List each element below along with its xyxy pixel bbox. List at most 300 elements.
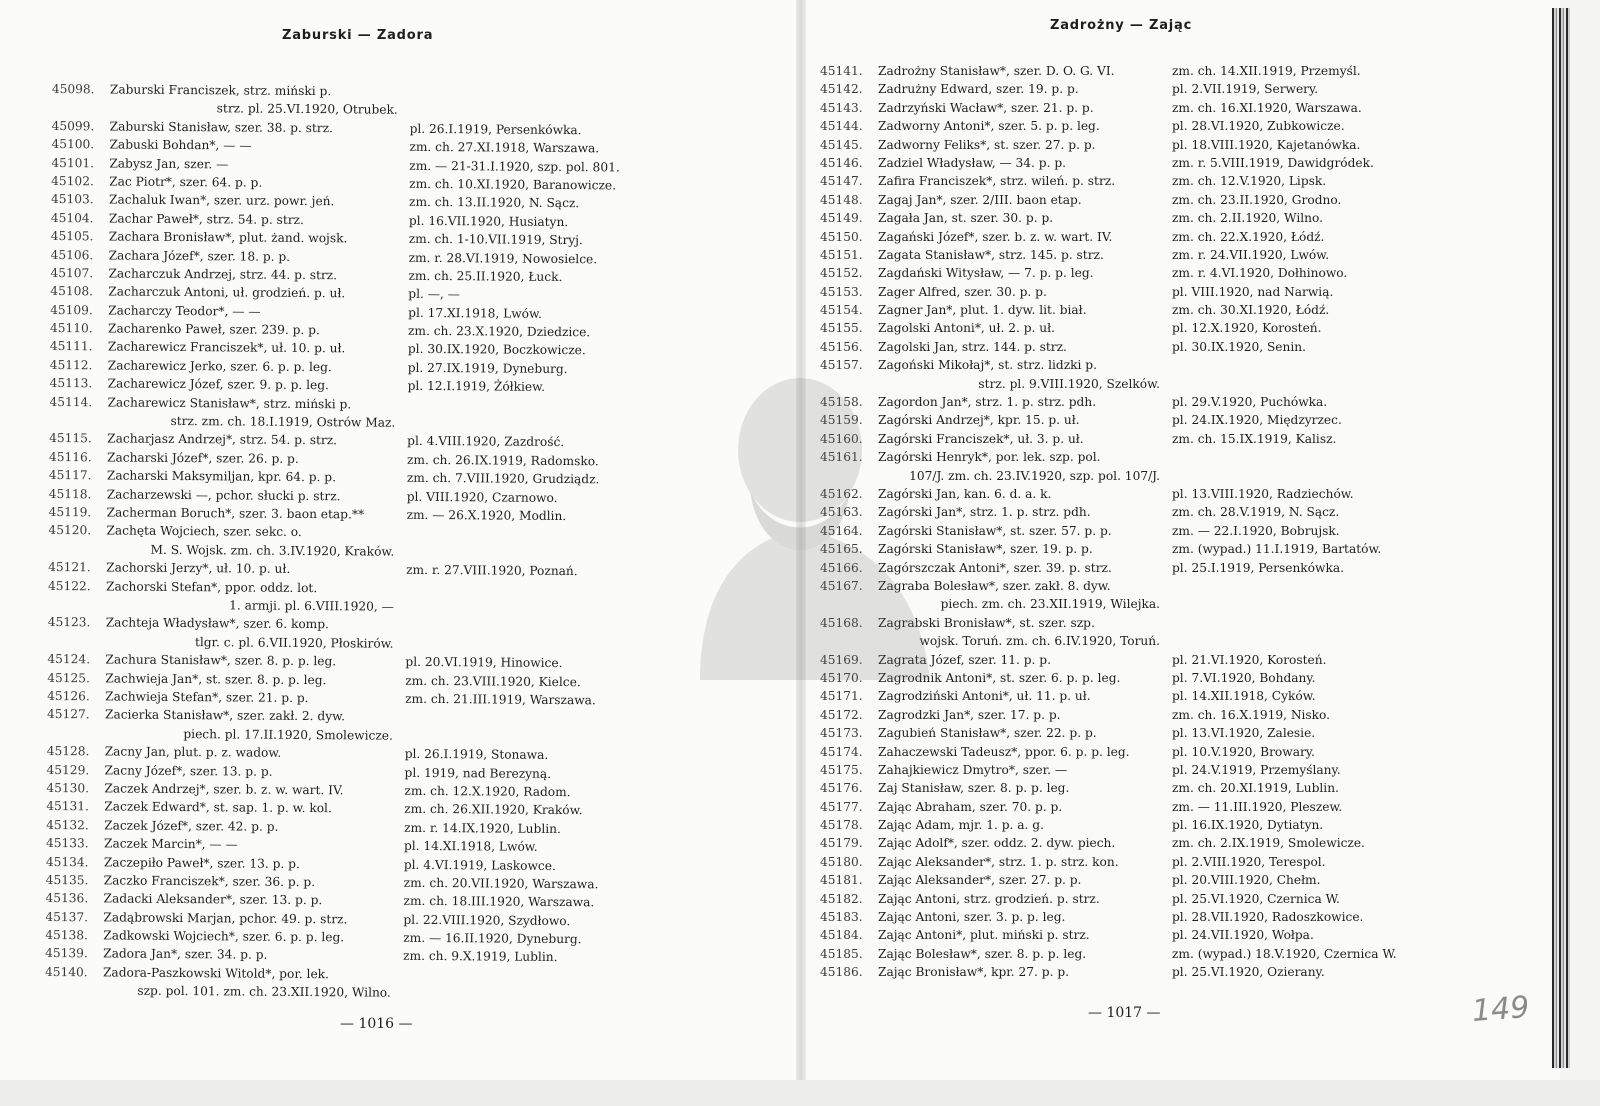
entry-name-unit: Zagrata Józef, szer. 11. p. p. — [878, 652, 1051, 667]
entry-number: 45159. — [820, 413, 863, 428]
entry-continuation: 107/J. zm. ch. 23.IV.1920, szp. pol. 107/J. — [909, 468, 1160, 483]
register-entry — [820, 687, 1470, 705]
entry-number: 45178. — [820, 818, 863, 833]
entry-continuation: piech. zm. ch. 23.XII.1919, Wilejka. — [940, 597, 1160, 612]
entry-number: 45122. — [47, 578, 91, 593]
entry-name-unit: Zagaj Jan*, szer. 2/III. baon etap. — [878, 192, 1082, 207]
entry-number: 45163. — [820, 505, 863, 520]
entry-name-unit: Zacharzewski —, pchor. słucki p. strz. — [106, 487, 341, 503]
register-entry — [820, 522, 1470, 540]
register-entry — [820, 485, 1470, 503]
entry-fate: pl. 24.IX.1920, Międzyrzec. — [1172, 413, 1342, 428]
entry-name-unit: Zadrzyński Wacław*, szer. 21. p. p. — [878, 100, 1094, 115]
entry-name-unit: Zagórski Stanisław*, szer. 19. p. p. — [878, 542, 1093, 557]
entry-number: 45098. — [51, 81, 95, 97]
entry-fate: zm. ch. 28.V.1919, N. Sącz. — [1172, 505, 1340, 520]
entry-fate: pl. 20.VI.1919, Hinowice. — [405, 654, 563, 671]
entry-fate: pl. 12.I.1919, Żółkiew. — [407, 379, 546, 395]
entry-number: 45113. — [49, 376, 93, 391]
entry-fate: zm. ch. 14.XII.1919, Przemyśl. — [1172, 64, 1361, 78]
left-page-header: Zaburski — Zadora — [282, 28, 434, 43]
register-entry — [820, 99, 1470, 117]
entry-fate: zm. ch. 30.XI.1920, Łódź. — [1172, 303, 1330, 318]
entry-number: 45150. — [820, 229, 863, 244]
register-entry — [820, 890, 1470, 908]
entry-number: 45108. — [50, 284, 94, 299]
entry-number: 45168. — [820, 615, 863, 630]
entry-name-unit: Zając Abraham, szer. 70. p. p. — [878, 799, 1063, 814]
entry-number: 45110. — [49, 321, 93, 336]
entry-name-unit: Zaczek Marcin*, — — — [103, 836, 238, 852]
entry-number: 45139. — [45, 946, 88, 961]
entry-name-unit: Zacharenko Paweł, szer. 239. p. p. — [107, 321, 320, 338]
entry-name-unit: Zadziel Władysław, — 34. p. p. — [878, 155, 1067, 170]
register-entry — [47, 705, 657, 747]
entry-number: 45180. — [820, 854, 863, 869]
entry-fate: zm. ch. 20.VII.1920, Warszawa. — [403, 875, 599, 892]
entry-name-unit: Zagordon Jan*, strz. 1. p. strz. pdh. — [878, 395, 1097, 410]
entry-name-unit: Zając Antoni, szer. 3. p. p. leg. — [878, 910, 1066, 925]
entry-number: 45133. — [45, 836, 89, 851]
entry-fate: pl. 14.XI.1918, Lwów. — [403, 838, 538, 854]
register-entry — [820, 577, 1470, 614]
entry-name-unit: Zachorski Jerzy*, uł. 10. p. uł. — [106, 560, 291, 577]
entry-fate: pl. 24.V.1919, Przemyślany. — [1172, 762, 1341, 777]
entry-name-unit: Zachwieja Stefan*, szer. 21. p. p. — [105, 689, 309, 706]
register-entry — [820, 761, 1470, 779]
entry-number: 45184. — [820, 928, 863, 943]
entry-name-unit: Zachęta Wojciech, szer. sekc. o. — [106, 523, 302, 540]
entry-fate: pl. 26.I.1919, Stonawa. — [404, 746, 549, 763]
entry-number: 45161. — [820, 450, 863, 465]
entry-fate: pl. VIII.1920, Czarnowo. — [406, 489, 558, 505]
register-entry — [820, 614, 1470, 651]
entry-fate: pl. VIII.1920, nad Narwią. — [1172, 284, 1334, 299]
right-entry-list — [820, 62, 1470, 982]
entry-name-unit: Zając Antoni*, plut. miński p. strz. — [878, 928, 1090, 943]
entry-name-unit: Zaburski Franciszek, strz. miński p. — [109, 82, 332, 99]
entry-name-unit: Zachaluk Iwan*, szer. urz. powr. jeń. — [109, 192, 335, 209]
entry-fate: zm. ch. 16.XI.1920, Warszawa. — [1172, 100, 1362, 115]
right-page — [800, 0, 1560, 1080]
entry-fate: zm. r. 28.VI.1919, Nowosielce. — [408, 250, 598, 266]
entry-name-unit: Zager Alfred, szer. 30. p. p. — [878, 284, 1047, 299]
entry-name-unit: Zagórski Andrzej*, kpr. 15. p. uł. — [878, 413, 1080, 428]
entry-fate: zm. ch. 2.IX.1919, Smolewicze. — [1172, 836, 1365, 851]
left-page-number: — 1016 — — [340, 1016, 413, 1032]
left-page — [0, 0, 800, 1080]
entry-name-unit: Zagórski Jan*, strz. 1. p. strz. pdh. — [878, 505, 1091, 520]
register-entry — [820, 779, 1470, 797]
entry-number: 45147. — [820, 174, 863, 189]
entry-fate: pl. 13.VIII.1920, Radziechów. — [1172, 487, 1354, 502]
register-entry — [820, 264, 1470, 282]
entry-fate: pl. 17.XI.1918, Lwów. — [408, 305, 542, 321]
register-entry — [820, 816, 1470, 834]
register-entry — [820, 871, 1470, 889]
entry-fate: pl. 16.VII.1920, Husiatyn. — [408, 213, 569, 229]
entry-number: 45171. — [820, 689, 863, 704]
entry-continuation: strz. zm. ch. 18.I.1919, Ostrów Maz. — [170, 413, 396, 430]
entry-number: 45107. — [50, 265, 94, 281]
entry-number: 45169. — [820, 652, 863, 667]
entry-number: 45164. — [820, 523, 863, 538]
entry-number: 45118. — [48, 486, 92, 501]
entry-name-unit: Zadąbrowski Marjan, pchor. 49. p. strz. — [103, 910, 348, 927]
register-entry — [820, 319, 1470, 337]
page-edge-shadow — [1552, 8, 1570, 1068]
entry-fate: zm. — 11.III.1920, Pleszew. — [1172, 799, 1343, 814]
entry-continuation: strz. pl. 9.VIII.1920, Szelków. — [978, 376, 1160, 391]
entry-fate: zm. (wypad.) 18.V.1920, Czernica W. — [1172, 946, 1397, 961]
entry-number: 45116. — [48, 449, 92, 465]
entry-fate: zm. ch. 26.XII.1920, Kraków. — [404, 802, 583, 818]
entry-fate: zm. ch. 12.X.1920, Radom. — [404, 783, 571, 800]
register-entry — [820, 834, 1470, 852]
entry-number: 45101. — [51, 155, 95, 170]
entry-fate: zm. — 26.X.1920, Modlin. — [406, 507, 567, 524]
entry-number: 45126. — [47, 688, 90, 704]
entry-name-unit: Zadrużny Edward, szer. 19. p. p. — [878, 82, 1079, 97]
entry-number: 45145. — [820, 137, 863, 152]
entry-fate: pl. 30.IX.1920, Senin. — [1172, 339, 1306, 354]
entry-name-unit: Zahaczewski Tadeusz*, ppor. 6. p. p. leg. — [878, 744, 1130, 759]
entry-fate: pl. 25.VI.1920, Czernica W. — [1172, 891, 1340, 906]
entry-number: 45166. — [820, 560, 863, 575]
entry-number: 45120. — [48, 523, 92, 538]
entry-fate: pl. 29.V.1920, Puchówka. — [1172, 395, 1328, 410]
entry-name-unit: Zając Aleksander*, szer. 27. p. p. — [878, 873, 1082, 888]
book-gutter — [796, 0, 806, 1080]
entry-number: 45148. — [820, 192, 863, 207]
entry-number: 45155. — [820, 321, 863, 336]
entry-fate: pl. 22.VIII.1920, Szydłowo. — [403, 912, 571, 928]
entry-name-unit: Zachura Stanisław*, szer. 8. p. p. leg. — [105, 652, 337, 669]
entry-name-unit: Zacny Jan, plut. p. z. wadow. — [104, 744, 282, 760]
entry-fate: zm. ch. 15.IX.1919, Kalisz. — [1172, 431, 1337, 446]
entry-name-unit: Zafira Franciszek*, strz. wileń. p. strz. — [878, 174, 1116, 189]
entry-continuation: M. S. Wojsk. zm. ch. 3.IV.1920, Kraków. — [150, 542, 395, 559]
entry-fate: pl. 10.V.1920, Browary. — [1172, 744, 1315, 759]
register-entry — [820, 503, 1470, 521]
entry-fate: pl. —, — — [408, 287, 460, 302]
entry-number: 45167. — [820, 578, 863, 593]
register-entry — [820, 172, 1470, 190]
entry-number: 45160. — [820, 431, 863, 446]
entry-continuation: strz. pl. 25.VI.1920, Otrubek. — [216, 101, 398, 118]
entry-fate: zm. ch. 2.II.1920, Wilno. — [1172, 211, 1323, 226]
entry-fate: pl. 16.IX.1920, Dytiatyn. — [1172, 818, 1324, 833]
entry-number: 45135. — [45, 872, 89, 888]
entry-name-unit: Zagański Józef*, szer. b. z. w. wart. IV. — [878, 229, 1113, 244]
entry-name-unit: Zachteja Władysław*, szer. 6. komp. — [105, 615, 329, 632]
entry-fate: zm. ch. 27.XI.1918, Warszawa. — [409, 139, 600, 156]
entry-name-unit: Zac Piotr*, szer. 64. p. p. — [109, 174, 263, 190]
entry-name-unit: Zadora-Paszkowski Witold*, por. lek. — [102, 965, 330, 982]
entry-name-unit: Zachorski Stefan*, ppor. oddz. lot. — [105, 579, 318, 595]
entry-number: 45179. — [820, 836, 863, 851]
entry-name-unit: Zacharjasz Andrzej*, strz. 54. p. strz. — [107, 431, 338, 448]
entry-name-unit: Zacny Józef*, szer. 13. p. p. — [104, 762, 273, 779]
register-entry — [820, 393, 1470, 411]
entry-fate: zm. ch. 23.VIII.1920, Kielce. — [405, 673, 581, 689]
entry-number: 45154. — [820, 303, 863, 318]
register-entry — [820, 62, 1470, 80]
entry-number: 45104. — [50, 210, 94, 226]
entry-number: 45144. — [820, 119, 863, 134]
entry-fate: pl. 25.VI.1920, Ozierany. — [1172, 965, 1325, 980]
entry-continuation: piech. pl. 17.II.1920, Smolewicze. — [183, 726, 393, 743]
entry-number: 45124. — [47, 652, 91, 667]
entry-fate: zm. ch. 26.IX.1919, Radomsko. — [406, 452, 599, 469]
entry-fate: zm. — 16.II.1920, Dyneburg. — [403, 930, 582, 947]
entry-number: 45183. — [820, 910, 863, 925]
register-entry — [49, 393, 659, 435]
entry-number: 45119. — [48, 505, 92, 520]
entry-name-unit: Zacharewicz Franciszek*, uł. 10. p. uł. — [107, 339, 346, 356]
entry-number: 45181. — [820, 873, 863, 888]
entry-number: 45127. — [46, 707, 90, 722]
entry-fate: pl. 1919, nad Berezyną. — [404, 765, 552, 781]
entry-name-unit: Zacharewicz Józef, szer. 9. p. p. leg. — [107, 376, 330, 393]
register-entry — [820, 80, 1470, 98]
register-entry — [820, 963, 1470, 981]
left-entry-list — [45, 80, 662, 1004]
handwritten-page-note: 149 — [1470, 990, 1531, 1029]
entry-number: 45114. — [49, 394, 93, 409]
entry-number: 45146. — [820, 155, 863, 170]
entry-number: 45115. — [49, 431, 92, 446]
entry-name-unit: Zając Bronisław*, kpr. 27. p. p. — [878, 965, 1069, 980]
entry-number: 45111. — [49, 339, 93, 354]
entry-name-unit: Zagner Jan*, plut. 1. dyw. lit. biał. — [878, 303, 1087, 318]
entry-name-unit: Zagrodziński Antoni*, uł. 11. p. uł. — [878, 689, 1091, 704]
entry-fate: zm. — 21-31.I.1920, szp. pol. 801. — [409, 158, 620, 175]
entry-number: 45185. — [820, 946, 863, 961]
register-entry — [820, 669, 1470, 687]
register-entry — [52, 80, 662, 122]
entry-name-unit: Zaburski Stanisław, szer. 38. p. strz. — [109, 119, 333, 136]
entry-name-unit: Zacharski Maksymiljan, kpr. 64. p. p. — [106, 468, 337, 485]
entry-fate: pl. 4.VIII.1920, Zazdrość. — [407, 434, 565, 450]
register-entry — [820, 559, 1470, 577]
entry-number: 45117. — [48, 468, 92, 483]
entry-name-unit: Zadrożny Stanisław*, szer. D. O. G. VI. — [878, 64, 1115, 78]
register-entry — [820, 338, 1470, 356]
entry-fate: zm. r. 14.IX.1920, Lublin. — [404, 820, 561, 836]
entry-name-unit: Zacharczuk Antoni, uł. grodzień. p. uł. — [108, 284, 346, 301]
entry-name-unit: Zaczepiło Paweł*, szer. 13. p. p. — [103, 854, 300, 871]
entry-continuation: tlgr. c. pl. 6.VII.1920, Płoskirów. — [194, 634, 394, 651]
entry-fate: zm. (wypad.) 11.I.1919, Bartatów. — [1172, 542, 1382, 557]
entry-continuation: 1. armji. pl. 6.VIII.1920, — — [229, 598, 394, 614]
entry-number: 45102. — [51, 173, 94, 189]
entry-number: 45103. — [51, 192, 94, 207]
entry-name-unit: Zając Adam, mjr. 1. p. a. g. — [878, 818, 1044, 833]
entry-name-unit: Zagata Stanisław*, strz. 145. p. strz. — [878, 247, 1104, 262]
entry-fate: pl. 2.VII.1919, Serwery. — [1172, 82, 1319, 97]
entry-number: 45170. — [820, 670, 863, 685]
entry-name-unit: Zagolski Antoni*, uł. 2. p. uł. — [878, 321, 1055, 336]
entry-number: 45143. — [820, 100, 863, 115]
scan-bottom-margin — [0, 1080, 1600, 1106]
register-entry — [820, 706, 1470, 724]
register-entry — [820, 651, 1470, 669]
entry-number: 45165. — [820, 542, 863, 557]
entry-name-unit: Zadworny Antoni*, szer. 5. p. p. leg. — [878, 119, 1100, 134]
entry-name-unit: Zacharski Józef*, szer. 26. p. p. — [106, 450, 299, 466]
entry-number: 45137. — [45, 909, 89, 924]
entry-fate: zm. r. 5.VIII.1919, Dawidgródek. — [1172, 155, 1374, 170]
entry-fate: zm. r. 4.VI.1920, Dołhinowo. — [1172, 266, 1348, 281]
entry-name-unit: Zagoński Mikołaj*, st. strz. lidzki p. — [878, 358, 1097, 373]
entry-name-unit: Zając Adolf*, szer. oddz. 2. dyw. piech. — [878, 836, 1116, 851]
entry-name-unit: Zadacki Aleksander*, szer. 13. p. p. — [103, 891, 323, 908]
right-page-number: — 1017 — — [1088, 1005, 1161, 1021]
register-entry — [820, 411, 1470, 429]
entry-name-unit: Zając Bolesław*, szer. 8. p. p. leg. — [878, 946, 1087, 961]
entry-name-unit: Zagraba Bolesław*, szer. zakł. 8. dyw. — [878, 578, 1111, 593]
entry-fate: zm. ch. 13.II.1920, N. Sącz. — [408, 195, 580, 211]
entry-continuation: wojsk. Toruń. zm. ch. 6.IV.1920, Toruń. — [919, 634, 1160, 649]
entry-name-unit: Zadworny Feliks*, st. szer. 27. p. p. — [878, 137, 1096, 152]
register-entry — [45, 963, 655, 1005]
register-entry — [820, 908, 1470, 926]
register-entry — [820, 724, 1470, 742]
entry-number: 45149. — [820, 211, 863, 226]
entry-name-unit: Zagolski Jan, strz. 144. p. strz. — [878, 339, 1067, 354]
entry-name-unit: Zagórski Stanisław*, st. szer. 57. p. p. — [878, 523, 1112, 538]
entry-fate: pl. 18.VIII.1920, Kajetanówka. — [1172, 137, 1361, 152]
entry-number: 45123. — [47, 615, 91, 630]
register-entry — [820, 798, 1470, 816]
entry-number: 45182. — [820, 891, 863, 906]
entry-continuation: szp. pol. 101. zm. ch. 23.XII.1920, Wilno. — [137, 983, 391, 1000]
entry-fate: zm. ch. 7.VIII.1920, Grudziądz. — [406, 471, 600, 487]
entry-fate: pl. 13.VI.1920, Zalesie. — [1172, 726, 1316, 741]
entry-name-unit: Zagrodzki Jan*, szer. 17. p. p. — [878, 707, 1061, 722]
entry-name-unit: Zahajkiewicz Dmytro*, szer. — — [878, 762, 1068, 777]
entry-fate: zm. r. 24.VII.1920, Lwów. — [1172, 247, 1330, 262]
register-entry — [820, 448, 1470, 485]
entry-fate: pl. 2.VIII.1920, Terespol. — [1172, 854, 1326, 869]
entry-number: 45099. — [51, 118, 95, 134]
entry-fate: zm. ch. 20.XI.1919, Lublin. — [1172, 781, 1339, 796]
entry-number: 45142. — [820, 82, 863, 97]
entry-name-unit: Zacharewicz Stanisław*, strz. miński p. — [107, 395, 352, 412]
entry-number: 45112. — [49, 357, 93, 373]
entry-name-unit: Zagórski Henryk*, por. lek. szp. pol. — [878, 450, 1101, 465]
entry-name-unit: Zagdański Witysław, — 7. p. p. leg. — [878, 266, 1094, 281]
entry-fate: pl. 26.I.1919, Persenkówka. — [409, 121, 582, 137]
entry-number: 45129. — [46, 762, 90, 777]
register-entry — [820, 853, 1470, 871]
entry-number: 45136. — [45, 891, 89, 906]
entry-name-unit: Zagórski Franciszek*, uł. 3. p. uł. — [878, 431, 1084, 446]
entry-fate: pl. 27.IX.1919, Dyneburg. — [407, 360, 568, 376]
entry-fate: zm. ch. 25.II.1920, Łuck. — [408, 268, 563, 284]
entry-name-unit: Zając Antoni, strz. grodzień. p. strz. — [878, 891, 1100, 906]
entry-fate: zm. ch. 16.X.1919, Nisko. — [1172, 707, 1331, 722]
entry-number: 45186. — [820, 965, 863, 980]
entry-fate: zm. ch. 18.III.1920, Warszawa. — [403, 894, 595, 910]
entry-name-unit: Zadora Jan*, szer. 34. p. p. — [103, 946, 268, 963]
entry-fate: pl. 28.VII.1920, Radoszkowice. — [1172, 910, 1364, 925]
entry-fate: zm. ch. 10.XI.1920, Baranowicze. — [409, 176, 617, 193]
entry-name-unit: Zaczek Andrzej*, szer. b. z. w. wart. IV. — [104, 781, 344, 798]
register-entry — [820, 301, 1470, 319]
entry-number: 45109. — [50, 302, 93, 318]
entry-number: 45174. — [820, 744, 863, 759]
register-entry — [820, 246, 1470, 264]
entry-number: 45175. — [820, 762, 863, 777]
entry-number: 45138. — [45, 928, 88, 943]
entry-name-unit: Zachar Paweł*, strz. 54. p. strz. — [108, 211, 304, 227]
register-entry — [820, 228, 1470, 246]
entry-fate: pl. 12.X.1920, Korosteń. — [1172, 321, 1322, 336]
register-entry — [820, 743, 1470, 761]
entry-name-unit: Zając Aleksander*, strz. 1. p. strz. kon. — [878, 854, 1119, 869]
register-entry — [820, 191, 1470, 209]
entry-number: 45125. — [47, 670, 91, 685]
entry-fate: pl. 21.VI.1920, Korosteń. — [1172, 652, 1327, 667]
entry-number: 45156. — [820, 339, 863, 354]
entry-fate: pl. 7.VI.1920, Bohdany. — [1172, 670, 1316, 685]
entry-number: 45151. — [820, 247, 863, 262]
entry-fate: zm. ch. 23.X.1920, Dziedzice. — [407, 323, 591, 340]
entry-number: 45130. — [46, 780, 90, 796]
entry-number: 45153. — [820, 284, 863, 299]
entry-number: 45177. — [820, 799, 863, 814]
entry-number: 45100. — [51, 137, 95, 152]
register-entry — [820, 136, 1470, 154]
entry-name-unit: Zaczko Franciszek*, szer. 36. p. p. — [103, 873, 316, 889]
entry-name-unit: Zacharczuk Andrzej, strz. 44. p. strz. — [108, 266, 338, 283]
entry-number: 45176. — [820, 781, 863, 796]
register-entry — [820, 356, 1470, 393]
register-entry — [48, 577, 658, 619]
entry-number: 45158. — [820, 395, 863, 410]
right-page-header: Zadrożny — Zając — [1050, 18, 1193, 33]
entry-name-unit: Zacharczy Teodor*, — — — [108, 303, 261, 319]
entry-fate: zm. ch. 21.III.1919, Warszawa. — [405, 691, 596, 708]
entry-name-unit: Zagała Jan, st. szer. 30. p. p. — [878, 211, 1054, 226]
register-entry — [820, 540, 1470, 558]
entry-number: 45121. — [48, 560, 91, 575]
register-entry — [820, 117, 1470, 135]
entry-fate: zm. r. 27.VIII.1920, Poznań. — [406, 563, 578, 579]
entry-number: 45106. — [50, 247, 94, 262]
entry-fate: pl. 24.VII.1920, Wołpa. — [1172, 928, 1314, 943]
entry-number: 45132. — [46, 817, 89, 833]
entry-name-unit: Zagórski Jan, kan. 6. d. a. k. — [878, 487, 1052, 502]
entry-name-unit: Zagubień Stanisław*, szer. 22. p. p. — [878, 726, 1097, 741]
entry-name-unit: Zaczek Józef*, szer. 42. p. p. — [104, 818, 279, 834]
entry-name-unit: Zagórszczak Antoni*, szer. 39. p. strz. — [878, 560, 1112, 575]
entry-fate: pl. 28.VI.1920, Zubkowicze. — [1172, 119, 1345, 134]
entry-number: 45134. — [45, 854, 89, 869]
entry-name-unit: Zagrodnik Antoni*, st. szer. 6. p. p. leg. — [878, 670, 1121, 685]
entry-fate: zm. ch. 23.II.1920, Grodno. — [1172, 192, 1342, 207]
entry-fate: pl. 25.I.1919, Persenkówka. — [1172, 560, 1344, 575]
entry-name-unit: Zabuski Bohdan*, — — — [109, 137, 252, 153]
entry-name-unit: Zagrabski Bronisław*, st. szer. szp. — [878, 615, 1095, 630]
entry-fate: pl. 14.XII.1918, Cyków. — [1172, 689, 1316, 704]
entry-number: 45131. — [46, 799, 90, 814]
entry-number: 45173. — [820, 726, 863, 741]
entry-number: 45162. — [820, 487, 863, 502]
register-entry — [48, 613, 658, 655]
